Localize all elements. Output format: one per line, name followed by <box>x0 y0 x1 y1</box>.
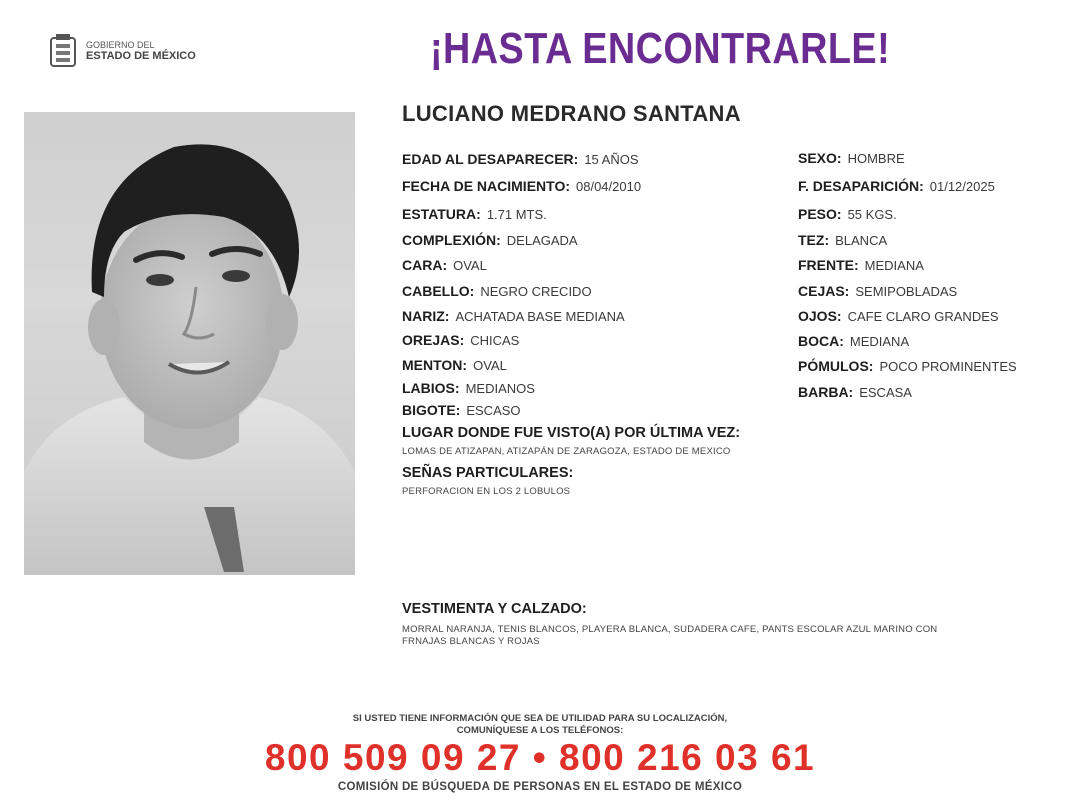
field-label: SEXO: <box>798 150 842 166</box>
field-sexo <box>798 150 905 166</box>
field-peso <box>798 206 897 222</box>
field-menton <box>402 357 507 373</box>
logo-line-2: ESTADO DE MÉXICO <box>86 50 196 62</box>
field-value: ESCASO <box>466 403 521 418</box>
field-label: TEZ: <box>798 232 830 248</box>
field-cara <box>402 257 487 273</box>
phone-numbers: 800 509 09 27 • 800 216 03 61 <box>264 737 816 778</box>
field-value: BLANCA <box>835 233 888 248</box>
field-value: 01/12/2025 <box>929 179 995 194</box>
field-value: 08/04/2010 <box>576 179 642 194</box>
government-logo <box>48 32 196 70</box>
field-ojos <box>798 308 999 324</box>
field-fecha-desaparicion <box>798 178 995 194</box>
field-estatura <box>402 206 547 222</box>
field-value: DELAGADA <box>506 233 578 248</box>
field-label: OJOS: <box>798 308 842 324</box>
field-label: OREJAS: <box>402 332 465 348</box>
field-tez <box>798 232 887 248</box>
missing-person-photo <box>24 112 355 575</box>
field-value: NEGRO CRECIDO <box>480 284 592 299</box>
field-label: CABELLO: <box>402 283 475 299</box>
commission-name: COMISIÓN DE BÚSQUEDA DE PERSONAS EN EL ESTADO DE MÉXICO <box>337 781 743 793</box>
field-value: POCO PROMINENTES <box>879 359 1017 374</box>
field-label: LABIOS: <box>402 380 460 396</box>
clothing-line-1: MORRAL NARANJA, TENIS BLANCOS, PLAYERA BLANCA, SUDADERA CAFE, PANTS ESCOLAR AZUL MARINO CON <box>402 624 938 635</box>
field-label: FECHA DE NACIMIENTO: <box>402 178 570 194</box>
field-label: BARBA: <box>798 384 854 400</box>
field-edad <box>402 151 639 167</box>
field-label: CEJAS: <box>798 283 850 299</box>
field-value: ESCASA <box>859 385 912 400</box>
field-boca <box>798 333 909 349</box>
clothing-line-2: FRNAJAS BLANCAS Y ROJAS <box>402 636 540 647</box>
field-label: BOCA: <box>798 333 844 349</box>
field-value: ACHATADA BASE MEDIANA <box>455 309 625 324</box>
field-value: OVAL <box>453 258 487 273</box>
info-line-2: COMUNÍQUESE A LOS TELÉFONOS: <box>456 725 624 736</box>
field-value: MEDIANOS <box>465 381 535 396</box>
info-line-1: SI USTED TIENE INFORMACIÓN QUE SEA DE UTILIDAD PARA SU LOCALIZACIÓN, <box>352 713 728 724</box>
field-label: PÓMULOS: <box>798 358 874 374</box>
field-label: CARA: <box>402 257 448 273</box>
last-seen-value: LOMAS DE ATIZAPAN, ATIZAPÁN DE ZARAGOZA, ESTADO DE MEXICO <box>402 446 731 457</box>
field-value: 15 AÑOS <box>584 152 639 167</box>
field-label: ESTATURA: <box>402 206 481 222</box>
field-fecha-nacimiento <box>402 178 641 194</box>
field-label: NARIZ: <box>402 308 450 324</box>
field-barba <box>798 384 912 400</box>
marks-value: PERFORACION EN LOS 2 LOBULOS <box>402 486 571 497</box>
field-label: MENTON: <box>402 357 468 373</box>
coat-of-arms-icon <box>48 32 78 70</box>
field-label: PESO: <box>798 206 842 222</box>
field-label: COMPLEXIÓN: <box>402 232 501 248</box>
field-labios <box>402 380 535 396</box>
field-value: MEDIANA <box>864 258 924 273</box>
field-value: HOMBRE <box>847 151 905 166</box>
field-cejas <box>798 283 957 299</box>
field-complexion <box>402 232 578 248</box>
field-label: EDAD AL DESAPARECER: <box>402 151 579 167</box>
field-value: OVAL <box>473 358 507 373</box>
field-pomulos <box>798 358 1017 374</box>
clothing-label: VESTIMENTA Y CALZADO: <box>402 601 587 617</box>
field-value: CAFE CLARO GRANDES <box>847 309 999 324</box>
field-value: MEDIANA <box>849 334 910 349</box>
headline: ¡HASTA ENCONTRARLE! <box>430 24 891 73</box>
field-value: 55 KGS. <box>847 207 897 222</box>
logo-line-1: GOBIERNO DEL <box>86 40 155 50</box>
field-frente <box>798 257 924 273</box>
field-value: SEMIPOBLADAS <box>855 284 958 299</box>
field-value: 1.71 MTS. <box>486 207 547 222</box>
person-name: LUCIANO MEDRANO SANTANA <box>402 101 741 126</box>
marks-label: SEÑAS PARTICULARES: <box>402 465 574 481</box>
field-bigote <box>402 402 521 418</box>
field-cabello <box>402 283 592 299</box>
field-label: F. DESAPARICIÓN: <box>798 178 924 194</box>
field-label: BIGOTE: <box>402 402 461 418</box>
last-seen-label: LUGAR DONDE FUE VISTO(A) POR ÚLTIMA VEZ: <box>402 425 741 441</box>
field-label: FRENTE: <box>798 257 859 273</box>
portrait-illustration <box>24 112 355 575</box>
field-value: CHICAS <box>470 333 520 348</box>
field-nariz <box>402 308 625 324</box>
field-orejas <box>402 332 519 348</box>
